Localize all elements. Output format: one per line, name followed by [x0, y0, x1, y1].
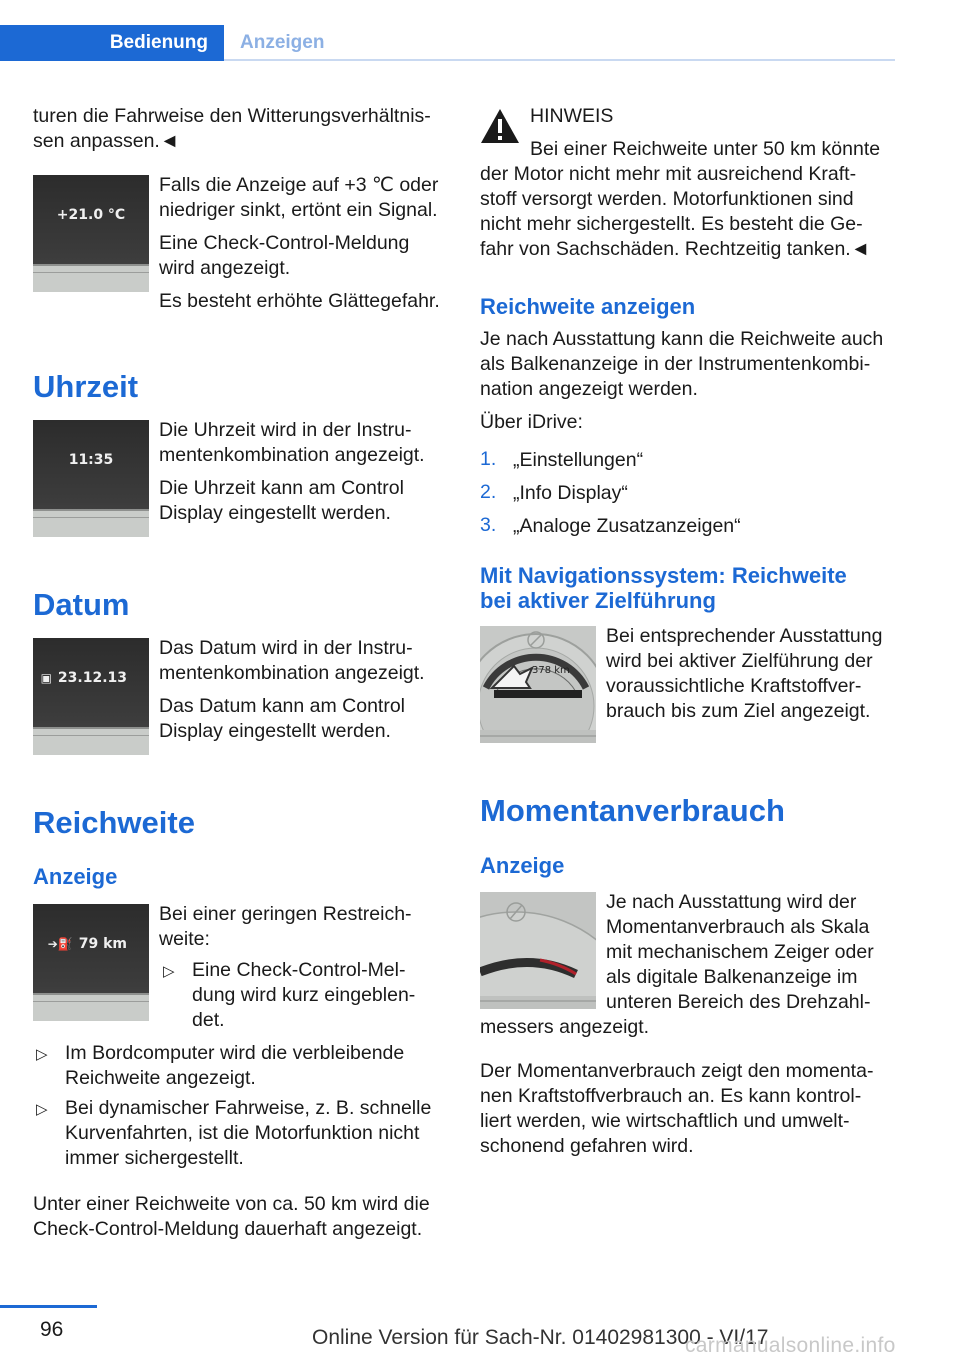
list-item: immer sichergestellt. — [65, 1147, 244, 1169]
list-item: Reichweite angezeigt. — [65, 1067, 256, 1089]
clock-value: 11:35 — [68, 452, 114, 468]
paragraph: als Balkenanzeige in der Instrumentenkombi- — [480, 353, 871, 375]
step-number: 2. — [480, 481, 497, 503]
list-item: Eine Check-Control-Mel- — [192, 959, 406, 981]
list-item: Im Bordcomputer wird die verbleibende — [65, 1042, 405, 1064]
paragraph: nation angezeigt werden. — [480, 378, 698, 400]
paragraph: messers angezeigt. — [480, 1016, 650, 1038]
header-divider — [224, 59, 895, 61]
step-item: „Analoge Zusatzanzeigen“ — [513, 515, 741, 537]
warning-title: HINWEIS — [530, 105, 614, 127]
footer-accent-line — [0, 1305, 97, 1308]
calendar-icon: ▣ — [40, 671, 52, 685]
navigation-gauge-image — [480, 626, 596, 743]
page-number: 96 — [40, 1318, 64, 1341]
paragraph: Bei einer geringen Restreich- — [159, 903, 412, 925]
warning-text: der Motor nicht mehr mit ausreichend Kraft- — [480, 163, 857, 185]
bullet-triangle-icon: ▷ — [36, 1101, 48, 1118]
paragraph: weite: — [159, 928, 210, 950]
heading-uhrzeit: Uhrzeit — [33, 369, 139, 404]
header-tabs — [0, 25, 895, 61]
step-number: 3. — [480, 514, 497, 536]
date-display-image — [33, 638, 149, 755]
clock-display-image — [33, 420, 149, 537]
step-item: „Einstellungen“ — [513, 449, 644, 471]
warning-text: fahr von Sachschäden. Rechtzeitig tanken.◄ — [480, 238, 871, 260]
intro-line: turen die Fahrweise den Witterungsverhältnis- — [33, 105, 431, 127]
list-item: dung wird kurz eingeblen- — [192, 984, 416, 1006]
paragraph: niedriger sinkt, ertönt ein Signal. — [159, 199, 438, 221]
subheading-anzeige: Anzeige — [33, 864, 118, 889]
bullet-triangle-icon: ▷ — [163, 963, 175, 980]
intro-line: sen anpassen.◄ — [33, 130, 180, 152]
date-value: 23.12.13 — [57, 670, 127, 686]
temperature-display-image — [33, 175, 149, 292]
paragraph: Falls die Anzeige auf +3 ℃ oder — [159, 174, 439, 196]
paragraph: Eine Check-Control-Meldung — [159, 232, 410, 254]
paragraph: Die Uhrzeit kann am Control — [159, 477, 404, 499]
paragraph: Die Uhrzeit wird in der Instru- — [159, 419, 412, 441]
paragraph: Je nach Ausstattung wird der — [606, 891, 857, 913]
footer-online-version: Online Version für Sach-Nr. 01402981300 - VI/17 — [312, 1326, 769, 1349]
paragraph: schonend gefahren wird. — [480, 1135, 694, 1157]
warning-text: Bei einer Reichweite unter 50 km könnte — [530, 138, 881, 160]
temperature-value: +21.0 °C — [56, 207, 126, 223]
paragraph: Das Datum kann am Control — [159, 695, 406, 717]
tab-bedienung[interactable]: Bedienung — [0, 25, 224, 61]
paragraph: Der Momentanverbrauch zeigt den momenta- — [480, 1060, 874, 1082]
gauge-range-value: 378 km — [532, 665, 570, 676]
paragraph: brauch bis zum Ziel angezeigt. — [606, 700, 871, 722]
paragraph: Check-Control-Meldung dauerhaft angezeigt. — [33, 1218, 423, 1240]
warning-text: stoff versorgt werden. Motorfunktionen sind — [480, 188, 854, 210]
list-item: Bei dynamischer Fahrweise, z. B. schnelle — [65, 1097, 432, 1119]
paragraph: nen Kraftstoffverbrauch an. Es kann kontrol- — [480, 1085, 862, 1107]
heading-navigation: bei aktiver Zielführung — [480, 588, 716, 613]
paragraph: Das Datum wird in der Instru- — [159, 637, 413, 659]
paragraph: Display eingestellt werden. — [159, 720, 391, 742]
subheading-anzeige: Anzeige — [480, 853, 565, 878]
watermark: carmanualsonline.info — [685, 1334, 896, 1357]
heading-navigation: Mit Navigationssystem: Reichweite — [480, 563, 847, 588]
paragraph: mentenkombination angezeigt. — [159, 444, 425, 466]
list-item: Kurvenfahrten, ist die Motorfunktion nicht — [65, 1122, 420, 1144]
fuel-pump-icon: ➔⛽ — [47, 937, 73, 951]
paragraph: voraussichtliche Kraftstoffver- — [606, 675, 862, 697]
heading-reichweite: Reichweite — [33, 805, 195, 840]
paragraph: mit mechanischem Zeiger oder — [606, 941, 874, 963]
paragraph: liert werden, wie wirtschaftlich und umwelt- — [480, 1110, 850, 1132]
warning-triangle-icon — [480, 108, 520, 144]
paragraph: Über iDrive: — [480, 411, 583, 433]
paragraph: mentenkombination angezeigt. — [159, 662, 425, 684]
paragraph: wird bei aktiver Zielführung der — [606, 650, 873, 672]
paragraph: unteren Bereich des Drehzahl- — [606, 991, 871, 1013]
heading-datum: Datum — [33, 587, 130, 622]
range-value: 79 km — [78, 936, 127, 952]
tab-anzeigen[interactable]: Anzeigen — [240, 32, 325, 53]
heading-momentanverbrauch: Momentanverbrauch — [480, 793, 785, 828]
list-item: det. — [192, 1009, 225, 1031]
step-item: „Info Display“ — [513, 482, 628, 504]
paragraph: wird angezeigt. — [159, 257, 291, 279]
step-number: 1. — [480, 448, 497, 470]
warning-text: nicht mehr sichergestellt. Es besteht die Ge- — [480, 213, 863, 235]
paragraph: Es besteht erhöhte Glättegefahr. — [159, 290, 440, 312]
paragraph: Display eingestellt werden. — [159, 502, 391, 524]
consumption-gauge-image — [480, 892, 596, 1009]
paragraph: Momentanverbrauch als Skala — [606, 916, 870, 938]
paragraph: Je nach Ausstattung kann die Reichweite auch — [480, 328, 884, 350]
bullet-triangle-icon: ▷ — [36, 1046, 48, 1063]
paragraph: Unter einer Reichweite von ca. 50 km wird die — [33, 1193, 430, 1215]
paragraph: als digitale Balkenanzeige im — [606, 966, 858, 988]
paragraph: Bei entsprechender Ausstattung — [606, 625, 883, 647]
range-display-image — [33, 904, 149, 1021]
heading-reichweite-anzeigen: Reichweite anzeigen — [480, 294, 696, 319]
